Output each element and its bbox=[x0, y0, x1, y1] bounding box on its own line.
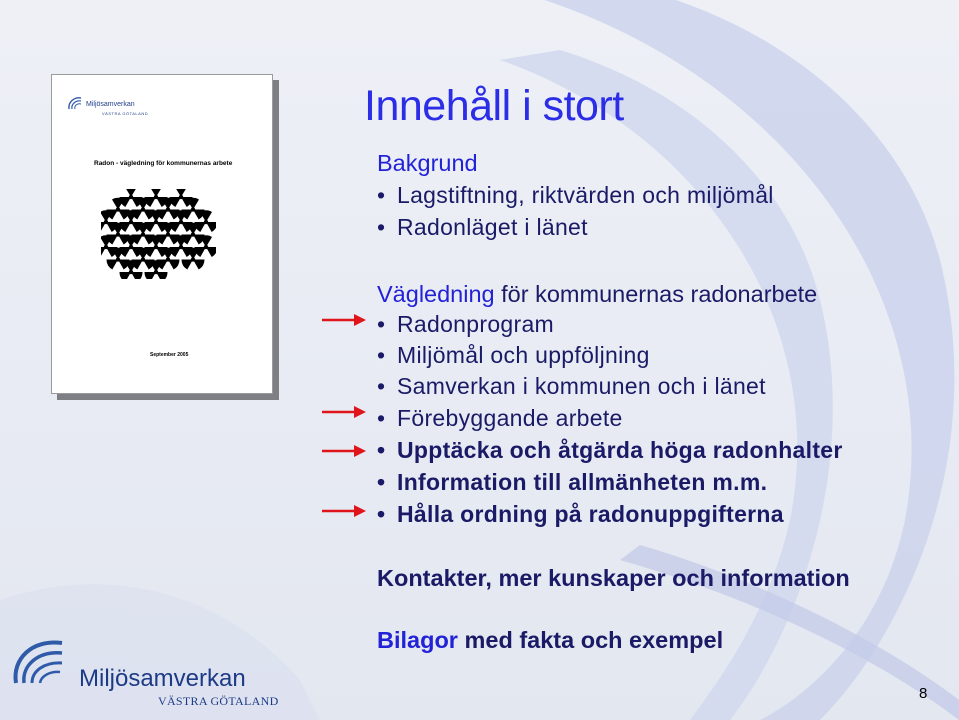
document-heading: Radon - vägledning för kommunernas arbete bbox=[94, 160, 233, 167]
section-appendix: Bilagor med fakta och exempel bbox=[377, 627, 724, 653]
bullet-dot: • bbox=[377, 469, 386, 495]
red-arrow-icon bbox=[320, 312, 368, 328]
red-arrow-icon bbox=[320, 443, 368, 459]
bullet-guidance-1: • Radonprogram bbox=[377, 311, 555, 337]
bullet-background-1: • Lagstiftning, riktvärden och miljömål bbox=[377, 182, 774, 208]
slide-title: Innehåll i stort bbox=[364, 82, 624, 130]
document-logo-name: Miljösamverkan bbox=[86, 101, 135, 108]
bullet-background-2: • Radonläget i länet bbox=[377, 214, 588, 240]
bullet-guidance-6: • Information till allmänheten m.m. bbox=[377, 469, 768, 495]
red-arrow-icon bbox=[320, 404, 368, 420]
bullet-guidance-2: • Miljömål och uppföljning bbox=[377, 342, 650, 368]
bullet-guidance-5: • Upptäcka och åtgärda höga radonhalter bbox=[377, 437, 843, 463]
footer-logo-subtitle: VÄSTRA GÖTALAND bbox=[158, 694, 279, 708]
bullet-guidance-4: • Förebyggande arbete bbox=[377, 405, 623, 431]
footer-logo-name: Miljösamverkan bbox=[79, 665, 246, 692]
section-contacts: Kontakter, mer kunskaper och information bbox=[377, 565, 850, 591]
section-heading-background: Bakgrund bbox=[377, 150, 478, 176]
bullet-guidance-7: • Hålla ordning på radonuppgifterna bbox=[377, 501, 784, 527]
miljosamverkan-footer-logo-icon bbox=[10, 631, 80, 689]
bullet-guidance-3: • Samverkan i kommunen och i länet bbox=[377, 373, 766, 399]
report-cover-thumbnail bbox=[51, 74, 273, 394]
page-number: 8 bbox=[919, 685, 928, 702]
section-heading-guidance: Vägledning för kommunernas radonarbete bbox=[377, 281, 818, 307]
bullet-dot: • bbox=[377, 373, 386, 399]
document-logo-subtitle: VÄSTRA GÖTALAND bbox=[102, 111, 149, 116]
bullet-dot: • bbox=[377, 214, 386, 240]
bullet-dot: • bbox=[377, 342, 386, 368]
bullet-dot: • bbox=[377, 182, 386, 208]
appendix-link[interactable]: Bilagor bbox=[377, 627, 458, 653]
guidance-link[interactable]: Vägledning bbox=[377, 281, 495, 307]
radiation-trefoil-icon bbox=[119, 189, 142, 207]
radiation-trefoil-icon bbox=[145, 189, 168, 207]
miljosamverkan-logo-icon bbox=[66, 95, 88, 113]
radiation-symbols-grid bbox=[101, 189, 216, 279]
bullet-dot: • bbox=[377, 405, 386, 431]
radiation-trefoil-icon bbox=[170, 189, 193, 207]
bullet-dot: • bbox=[377, 437, 386, 463]
bullet-dot: • bbox=[377, 501, 386, 527]
document-date: September 2005 bbox=[150, 352, 189, 358]
bullet-dot: • bbox=[377, 311, 386, 337]
red-arrow-icon bbox=[320, 503, 368, 519]
